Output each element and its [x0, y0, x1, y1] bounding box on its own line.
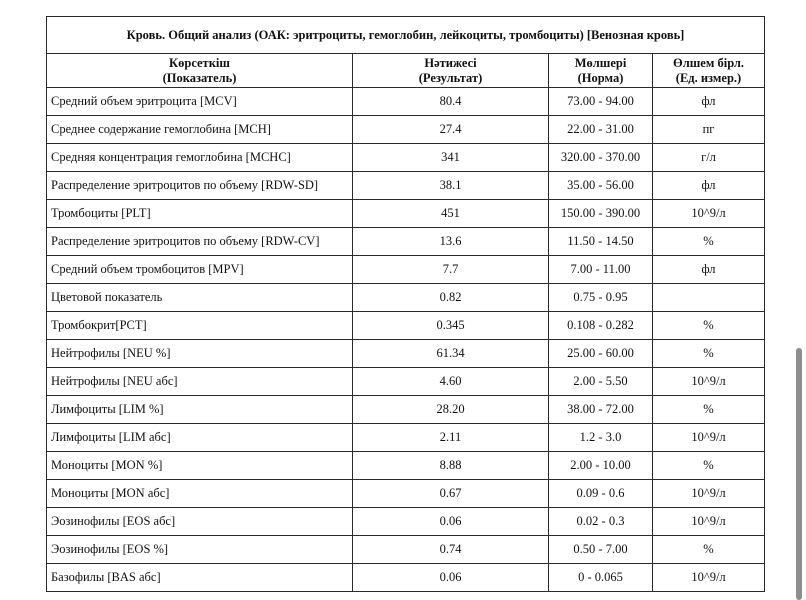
norm-range: 1.2 - 3.0: [549, 424, 653, 452]
table-body: [47, 88, 765, 592]
table-row: [47, 452, 765, 480]
result-value: 451: [353, 200, 549, 228]
header-result: [353, 54, 549, 88]
header-indicator-kz: Көрсеткіш: [169, 55, 230, 70]
table-row: [47, 116, 765, 144]
table-row: [47, 144, 765, 172]
norm-range: 2.00 - 5.50: [549, 368, 653, 396]
indicator-name: Лимфоциты [LIM %]: [47, 396, 353, 424]
result-value: 80.4: [353, 88, 549, 116]
table-row: [47, 200, 765, 228]
table-row: [47, 172, 765, 200]
indicator-name: Лимфоциты [LIM абс]: [47, 424, 353, 452]
table-row: [47, 340, 765, 368]
indicator-name: Средняя концентрация гемоглобина [MCHC]: [47, 144, 353, 172]
result-value: 0.82: [353, 284, 549, 312]
indicator-name: Тромбоциты [PLT]: [47, 200, 353, 228]
table-row: [47, 88, 765, 116]
header-norm-ru: (Норма): [577, 70, 624, 85]
result-value: 8.88: [353, 452, 549, 480]
norm-range: 0.75 - 0.95: [549, 284, 653, 312]
unit-cell: %: [653, 536, 765, 564]
result-value: 27.4: [353, 116, 549, 144]
norm-range: 0.108 - 0.282: [549, 312, 653, 340]
report-title: Кровь. Общий анализ (ОАК: эритроциты, гемоглобин, лейкоциты, тромбоциты) [Венозная кровь]: [47, 17, 765, 54]
result-value: 341: [353, 144, 549, 172]
indicator-name: Нейтрофилы [NEU %]: [47, 340, 353, 368]
indicator-name: Моноциты [MON абс]: [47, 480, 353, 508]
unit-cell: %: [653, 312, 765, 340]
norm-range: 25.00 - 60.00: [549, 340, 653, 368]
header-indicator-ru: (Показатель): [162, 70, 237, 85]
header-result-ru: (Результат): [418, 70, 483, 85]
header-result-kz: Нәтижесі: [424, 55, 477, 70]
table-header-row: [47, 54, 765, 88]
indicator-name: Моноциты [MON %]: [47, 452, 353, 480]
norm-range: 7.00 - 11.00: [549, 256, 653, 284]
result-value: 38.1: [353, 172, 549, 200]
norm-range: 22.00 - 31.00: [549, 116, 653, 144]
norm-range: 320.00 - 370.00: [549, 144, 653, 172]
table-row: [47, 284, 765, 312]
result-value: 0.74: [353, 536, 549, 564]
result-value: 0.06: [353, 508, 549, 536]
result-value: 13.6: [353, 228, 549, 256]
unit-cell: 10^9/л: [653, 480, 765, 508]
unit-cell: 10^9/л: [653, 508, 765, 536]
unit-cell: %: [653, 396, 765, 424]
header-norm: [549, 54, 653, 88]
unit-cell: фл: [653, 256, 765, 284]
vertical-scrollbar[interactable]: [796, 348, 802, 600]
blood-test-table: [46, 16, 765, 592]
table-row: [47, 564, 765, 592]
table-row: [47, 424, 765, 452]
indicator-name: Эозинофилы [EOS %]: [47, 536, 353, 564]
unit-cell: %: [653, 228, 765, 256]
norm-range: 73.00 - 94.00: [549, 88, 653, 116]
result-value: 28.20: [353, 396, 549, 424]
indicator-name: Базофилы [BAS абс]: [47, 564, 353, 592]
table-row: [47, 228, 765, 256]
header-unit-kz: Өлшем бірл.: [673, 55, 744, 70]
indicator-name: Нейтрофилы [NEU абс]: [47, 368, 353, 396]
norm-range: 0.09 - 0.6: [549, 480, 653, 508]
norm-range: 2.00 - 10.00: [549, 452, 653, 480]
result-value: 2.11: [353, 424, 549, 452]
indicator-name: Тромбокрит[PCT]: [47, 312, 353, 340]
unit-cell: фл: [653, 172, 765, 200]
indicator-name: Цветовой показатель: [47, 284, 353, 312]
table-row: [47, 396, 765, 424]
header-indicator: [47, 54, 353, 88]
table-row: [47, 508, 765, 536]
result-value: 0.345: [353, 312, 549, 340]
norm-range: 0 - 0.065: [549, 564, 653, 592]
result-value: 0.67: [353, 480, 549, 508]
indicator-name: Эозинофилы [EOS абс]: [47, 508, 353, 536]
unit-cell: 10^9/л: [653, 564, 765, 592]
norm-range: 38.00 - 72.00: [549, 396, 653, 424]
norm-range: 0.50 - 7.00: [549, 536, 653, 564]
unit-cell: [653, 284, 765, 312]
norm-range: 150.00 - 390.00: [549, 200, 653, 228]
header-unit-ru: (Ед. измер.): [675, 70, 742, 85]
unit-cell: 10^9/л: [653, 200, 765, 228]
result-value: 7.7: [353, 256, 549, 284]
unit-cell: пг: [653, 116, 765, 144]
indicator-name: Среднее содержание гемоглобина [MCH]: [47, 116, 353, 144]
indicator-name: Средний объем эритроцита [MCV]: [47, 88, 353, 116]
result-value: 0.06: [353, 564, 549, 592]
unit-cell: %: [653, 452, 765, 480]
result-value: 61.34: [353, 340, 549, 368]
header-unit: [653, 54, 765, 88]
unit-cell: фл: [653, 88, 765, 116]
table-row: [47, 312, 765, 340]
indicator-name: Распределение эритроцитов по объему [RDW-CV]: [47, 228, 353, 256]
norm-range: 35.00 - 56.00: [549, 172, 653, 200]
table-row: [47, 368, 765, 396]
unit-cell: %: [653, 340, 765, 368]
result-value: 4.60: [353, 368, 549, 396]
unit-cell: г/л: [653, 144, 765, 172]
unit-cell: 10^9/л: [653, 368, 765, 396]
norm-range: 0.02 - 0.3: [549, 508, 653, 536]
lab-report-sheet: [46, 16, 764, 592]
table-row: [47, 480, 765, 508]
header-norm-kz: Мөлшері: [574, 55, 627, 70]
table-row: [47, 536, 765, 564]
norm-range: 11.50 - 14.50: [549, 228, 653, 256]
table-row: [47, 256, 765, 284]
table-title-row: [47, 17, 765, 54]
indicator-name: Средний объем тромбоцитов [MPV]: [47, 256, 353, 284]
unit-cell: 10^9/л: [653, 424, 765, 452]
indicator-name: Распределение эритроцитов по объему [RDW-SD]: [47, 172, 353, 200]
